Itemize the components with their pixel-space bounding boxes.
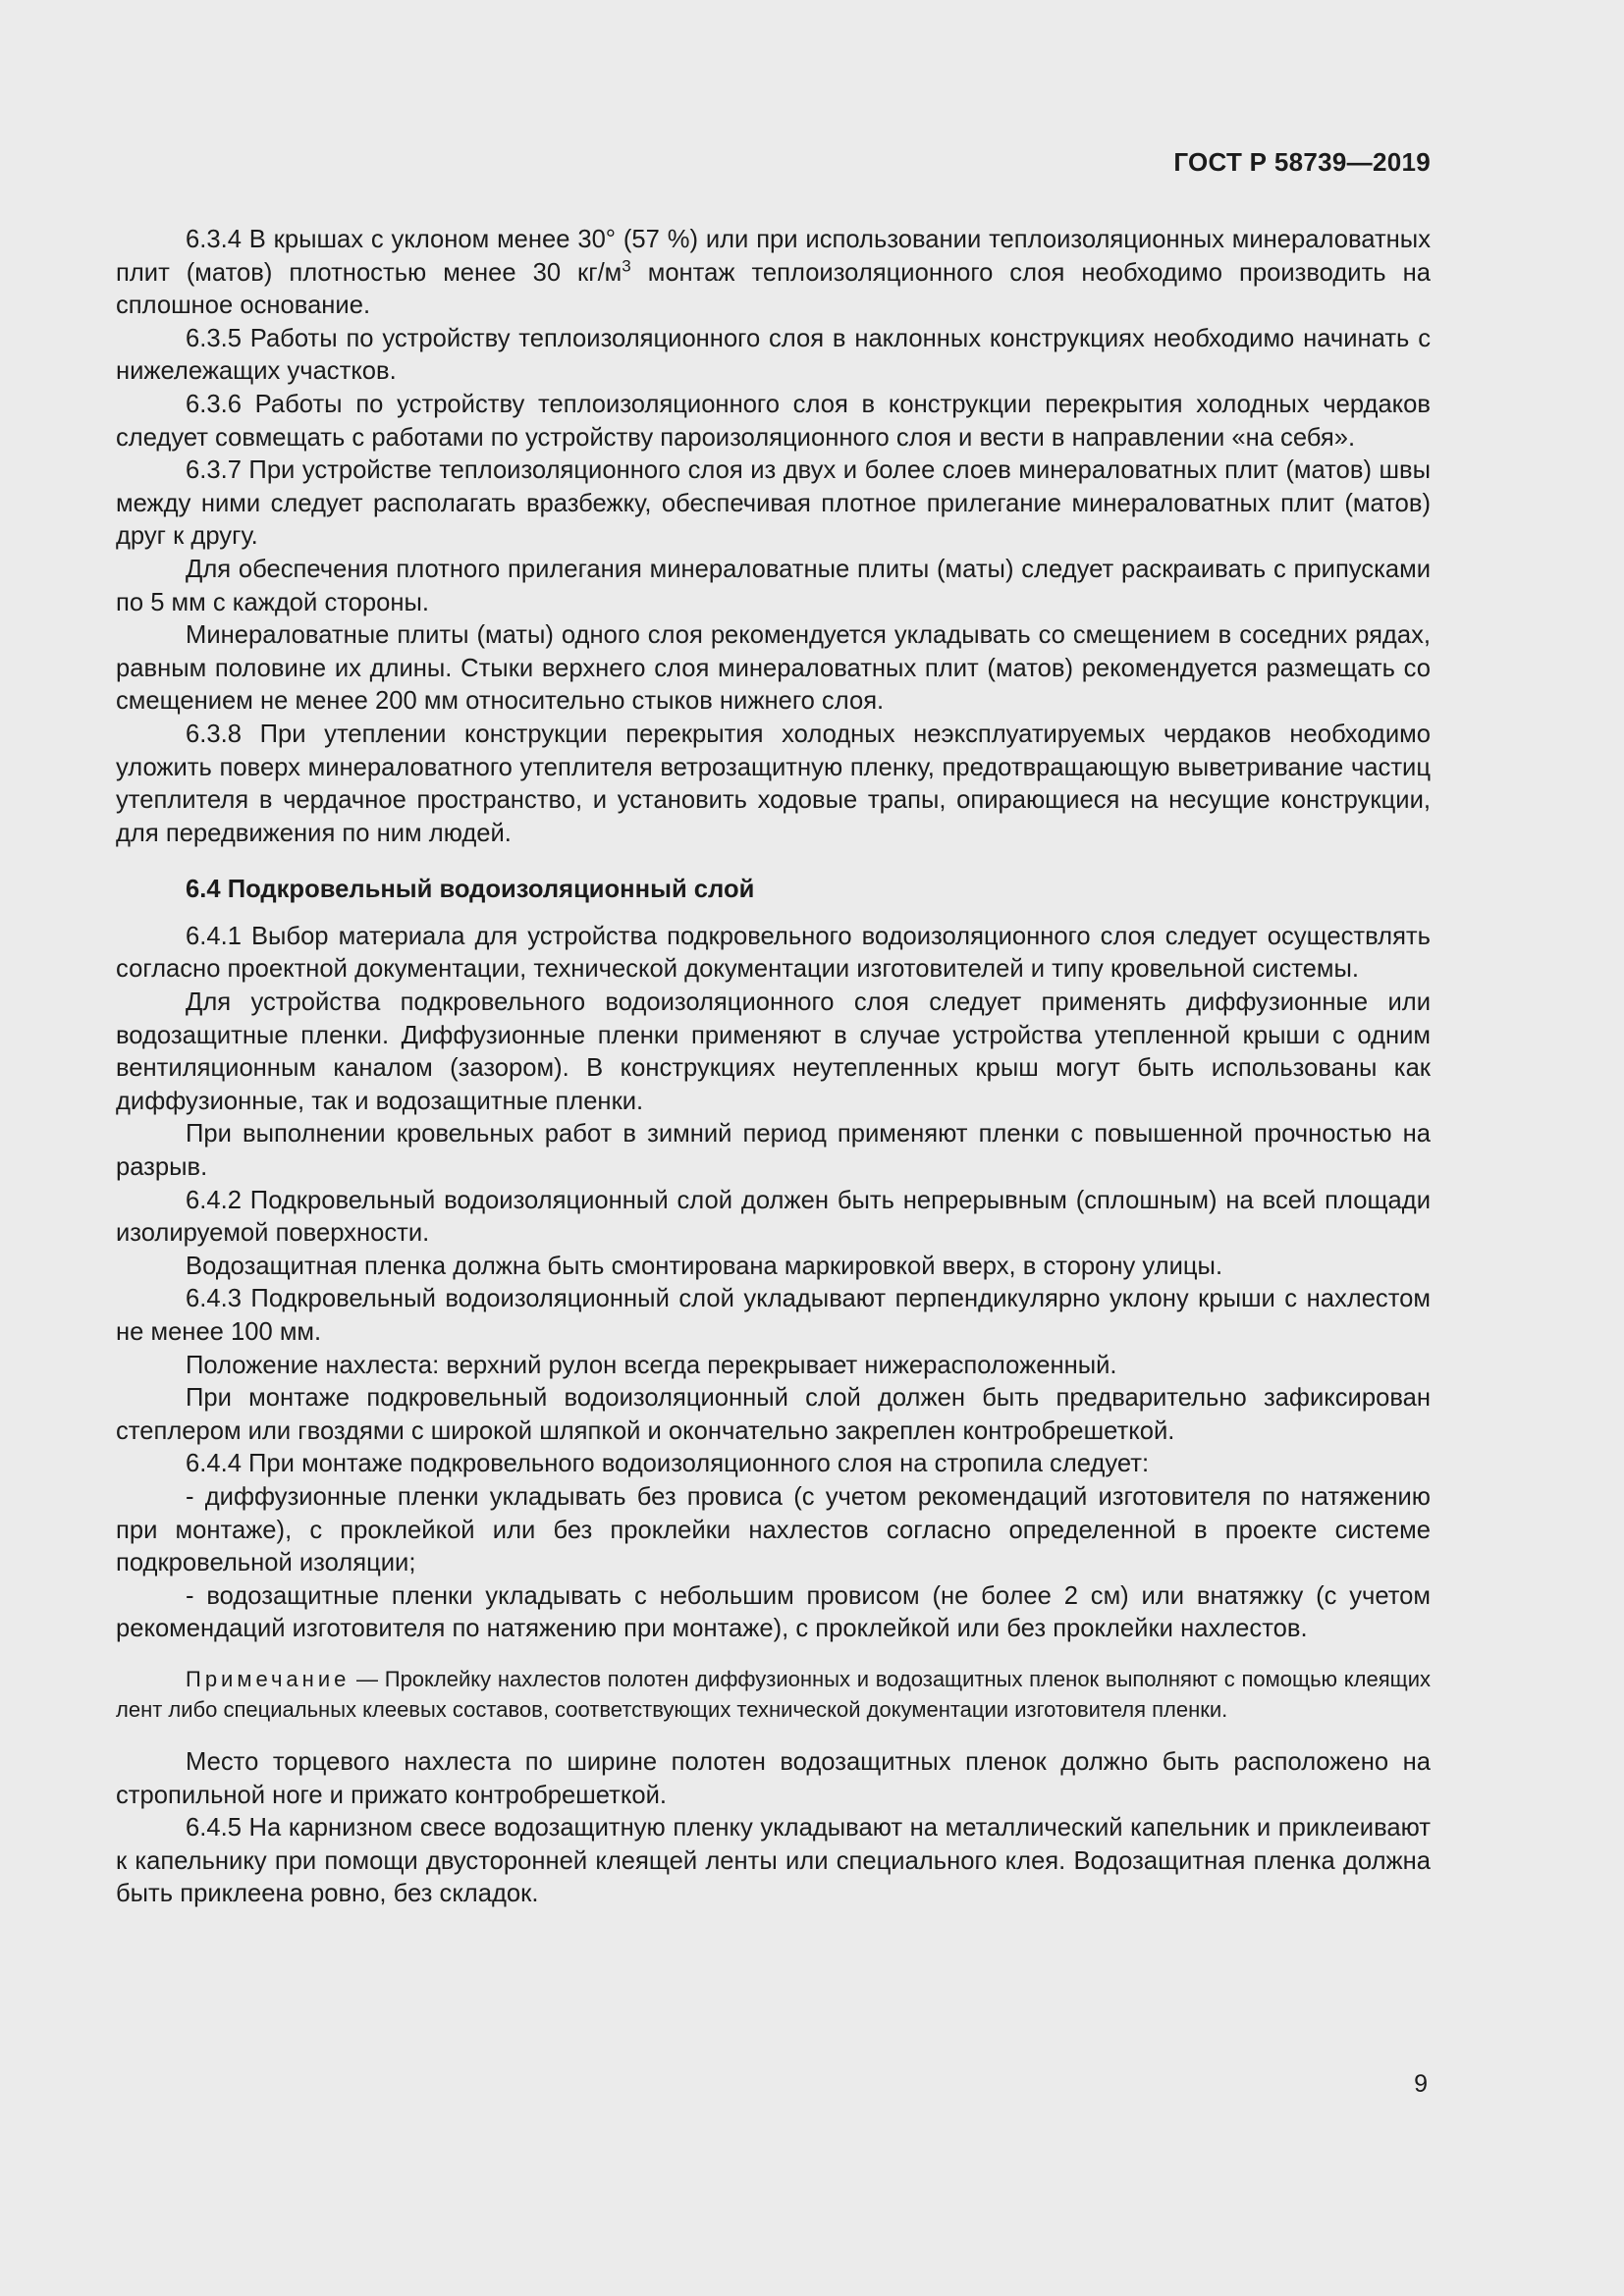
- document-id-header: ГОСТ Р 58739—2019: [1173, 147, 1431, 177]
- paragraph-6-3-4: [116, 224, 1431, 323]
- section-heading-6-4: 6.4 Подкровельный водоизоляционный слой: [186, 876, 755, 904]
- paragraph-6-4-1-b: Для устройства подкровельного водоизоляционного слоя следует применять диффузионные или водозащитные пленки. Диффузионные пленки применяют в случае устройства утепленной крыши с одним вентиляционным каналом (зазором). В конструкциях неутепленных крыш могут быть использованы как диффузионные, так и водозащитные пленки.: [116, 988, 1431, 1115]
- paragraph-6-4-3-b: Положение нахлеста: верхний рулон всегда перекрывает нижерасположенный.: [186, 1351, 1117, 1379]
- paragraph-6-4-4-b: Место торцевого нахлеста по ширине полотен водозащитных пленок должно быть расположено на стропильной ноге и прижато контробрешеткой.: [116, 1747, 1431, 1809]
- paragraph-6-4-2: 6.4.2 Подкровельный водоизоляционный слой должен быть непрерывным (сплошным) на всей площади изолируемой поверхности.: [116, 1186, 1431, 1248]
- note-label: Примечание: [186, 1666, 351, 1691]
- superscript-3: 3: [622, 256, 631, 276]
- paragraph-6-4-1-c: При выполнении кровельных работ в зимний период применяют пленки с повышенной прочностью на разрыв.: [116, 1120, 1431, 1182]
- paragraph-6-3-8: 6.3.8 При утеплении конструкции перекрытия холодных неэксплуатируемых чердаков необходимо уложить поверх минераловатного утеплителя ветрозащитную пленку, предотвращающую выветривание частиц утеплителя в чердачное пространство, и установить ходовые трапы, опирающиеся на несущие конструкции, для передвижения по ним людей.: [116, 720, 1431, 847]
- paragraph-6-4-5: 6.4.5 На карнизном свесе водозащитную пленку укладывают на металлический капельник и приклеивают к капельнику при помощи двусторонней клеящей ленты или специального клея. Водозащитная пленка должна быть приклеена ровно, без складок.: [116, 1814, 1431, 1908]
- document-body: [116, 224, 1431, 1911]
- paragraph-6-3-4-text: 6.3.4 В крышах с уклоном менее 30° (57 %) или при использовании теплоизоляционных минераловатных плит (матов) плотностью менее 30 кг/м: [116, 226, 1431, 287]
- paragraph-6-4-3-c: При монтаже подкровельный водоизоляционный слой должен быть предварительно зафиксирован степлером или гвоздями с широкой шляпкой и окончательно закреплен контробрешеткой.: [116, 1384, 1431, 1445]
- paragraph-6-3-7-c: Минераловатные плиты (маты) одного слоя рекомендуется укладывать со смещением в соседних рядах, равным половине их длины. Стыки верхнего слоя минераловатных плит (матов) рекомендуется размещать со смещением не менее 200 мм относительно стыков нижнего слоя.: [116, 621, 1431, 716]
- note: [116, 1664, 1431, 1725]
- paragraph-6-4-2-b: Водозащитная пленка должна быть смонтирована маркировкой вверх, в сторону улицы.: [186, 1252, 1223, 1280]
- paragraph-6-3-4-tail: монтаж теплоизоляционного слоя необходимо производить на сплошное основание.: [116, 258, 1431, 320]
- page-number: 9: [1414, 2070, 1428, 2098]
- paragraph-6-4-4: 6.4.4 При монтаже подкровельного водоизоляционного слоя на стропила следует:: [186, 1450, 1150, 1478]
- paragraph-6-4-1: 6.4.1 Выбор материала для устройства подкровельного водоизоляционного слоя следует осуществлять согласно проектной документации, технической документации изготовителей и типу кровельной системы.: [116, 922, 1431, 984]
- paragraph-6-3-6: 6.3.6 Работы по устройству теплоизоляционного слоя в конструкции перекрытия холодных чердаков следует совмещать с работами по устройству пароизоляционного слоя и вести в направлении «на себя».: [116, 390, 1431, 452]
- paragraph-6-3-7-b: Для обеспечения плотного прилегания минераловатные плиты (маты) следует раскраивать с припусками по 5 мм с каждой стороны.: [116, 555, 1431, 616]
- list-item: - водозащитные пленки укладывать с небольшим провисом (не более 2 см) или внатяжку (с учетом рекомендаций изготовителя по натяжению при монтаже), с проклейкой или без проклейки нахлестов.: [116, 1581, 1431, 1643]
- note-text: — Проклейку нахлестов полотен диффузионных и водозащитных пленок выполняют с помощью клеящих лент либо специальных клеевых составов, соответствующих технической документации изготовителя пленки.: [116, 1666, 1431, 1722]
- paragraph-6-3-7: 6.3.7 При устройстве теплоизоляционного слоя из двух и более слоев минераловатных плит (матов) швы между ними следует располагать вразбежку, обеспечивая плотное прилегание минераловатных плит (матов) друг к другу.: [116, 456, 1431, 551]
- paragraph-6-3-5: 6.3.5 Работы по устройству теплоизоляционного слоя в наклонных конструкциях необходимо начинать с нижележащих участков.: [116, 324, 1431, 386]
- list-item: - диффузионные пленки укладывать без провиса (с учетом рекомендаций изготовителя по натяжению при монтаже), с проклейкой или без проклейки нахлестов согласно определенной в проекте системе подкровельной изоляции;: [116, 1482, 1431, 1577]
- paragraph-6-4-3: 6.4.3 Подкровельный водоизоляционный слой укладывают перпендикулярно уклону крыши с нахлестом не менее 100 мм.: [116, 1285, 1431, 1346]
